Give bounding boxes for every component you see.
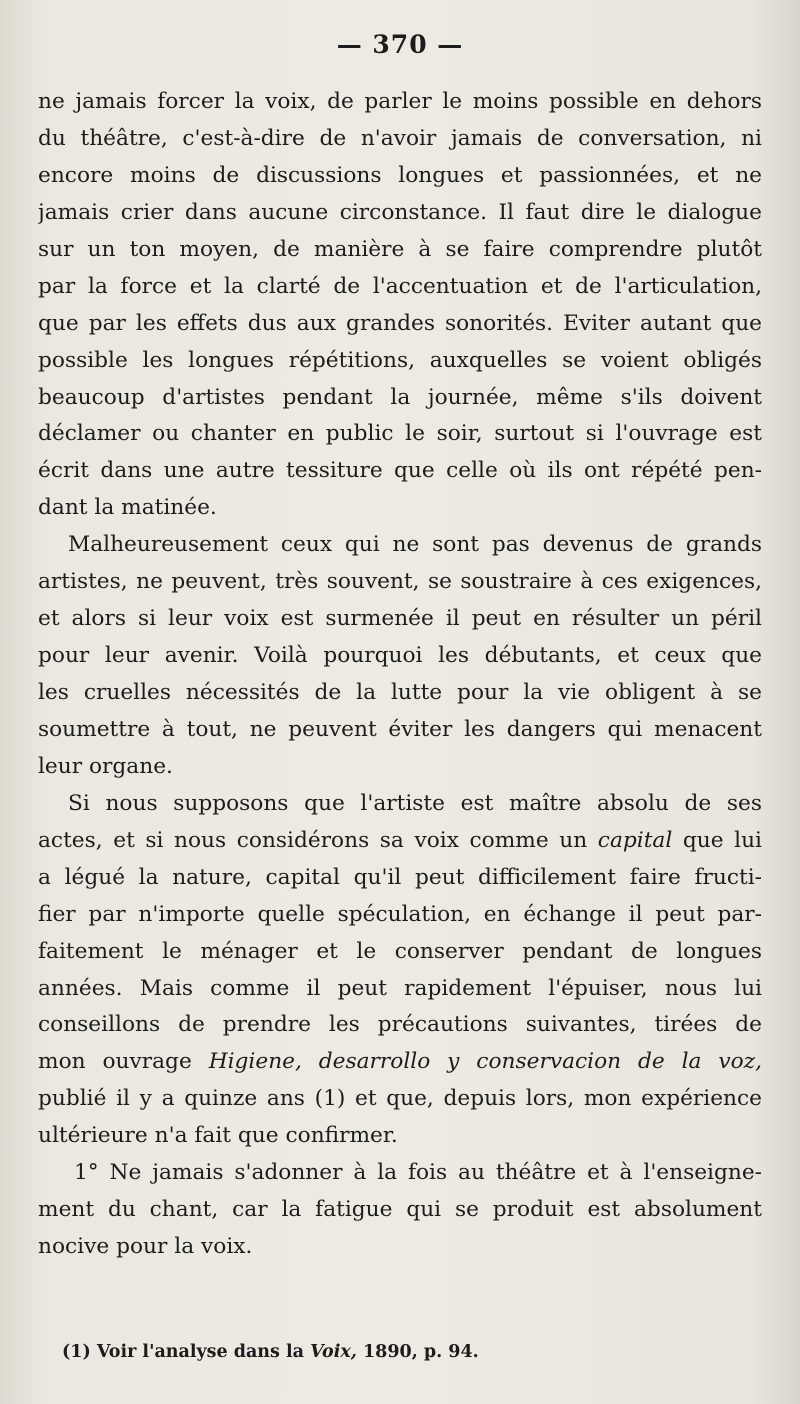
- text-line: publié il y a quinze ans (1) et que, depuis lors, mon expérience: [38, 1086, 762, 1112]
- text-line: les cruelles nécessités de la lutte pour la vie obligent à se: [38, 680, 762, 705]
- footnote-suffix: 1890, p. 94.: [362, 1342, 479, 1362]
- text-line: a légué la nature, capital qu'il peut difficilement faire fructi-: [38, 864, 762, 890]
- text-line: ne jamais forcer la voix, de parler le moins possible en dehors: [38, 89, 762, 114]
- text-line: du théâtre, c'est-à-dire de n'avoir jamais de conversation, ni: [38, 125, 762, 151]
- text-line: jamais crier dans aucune circonstance. Il faut dire le dialogue: [38, 199, 762, 225]
- text-line: artistes, ne peuvent, très souvent, se soustraire à ces exigences,: [38, 569, 762, 595]
- text-line: [38, 823, 762, 860]
- text-line: sur un ton moyen, de manière à se faire comprendre plutôt: [38, 236, 762, 262]
- text-line: [38, 1044, 762, 1081]
- footnote-title: Voix,: [310, 1342, 357, 1362]
- text-line: par la force et la clarté de l'accentuation et de l'articulation,: [38, 273, 762, 299]
- text-line: années. Mais comme il peut rapidement l'épuiser, nous lui: [38, 975, 762, 1001]
- text-line: fier par n'importe quelle spéculation, en échange il peut par-: [38, 901, 762, 927]
- text-line: encore moins de discussions longues et passionnées, et ne: [38, 162, 762, 188]
- text-line: soumettre à tout, ne peuvent éviter les dangers qui menacent: [38, 716, 762, 742]
- text-line: ment du chant, car la fatigue qui se produit est absolument: [38, 1197, 762, 1223]
- text-line: leur organe.: [38, 753, 173, 779]
- italic-word: capital: [597, 827, 673, 853]
- text-line: écrit dans une autre tessiture que celle où ils ont répété pen-: [38, 458, 762, 484]
- text-line: possible les longues répétitions, auxquelles se voient obligés: [38, 347, 762, 373]
- text-line: que par les effets dus aux grandes sonorités. Eviter autant que: [38, 310, 762, 336]
- text-line: 1° Ne jamais s'adonner à la fois au théâtre et à l'enseigne-: [74, 1160, 762, 1186]
- text-fragment: mon ouvrage: [38, 1049, 192, 1075]
- page-number: — 370 —: [336, 30, 464, 59]
- footnote: [62, 1342, 479, 1362]
- text-line: et alors si leur voix est surmenée il peut en résulter un péril: [38, 606, 762, 632]
- text-line: déclamer ou chanter en public le soir, surtout si l'ouvrage est: [38, 421, 762, 447]
- text-fragment: actes, et si nous considérons sa voix comme un: [38, 827, 588, 853]
- body-text: [38, 84, 762, 1266]
- italic-book-title: Higiene, desarrollo y conservacion de la voz,: [208, 1049, 762, 1075]
- text-line: Si nous supposons que l'artiste est maître absolu de ses: [68, 790, 762, 816]
- text-line: pour leur avenir. Voilà pourquoi les débutants, et ceux que: [38, 643, 762, 669]
- text-line: faitement le ménager et le conserver pendant de longues: [38, 938, 762, 964]
- text-line: Malheureusement ceux qui ne sont pas devenus de grands: [68, 532, 762, 558]
- footnote-prefix: (1) Voir l'analyse dans la: [62, 1342, 304, 1362]
- text-line: ultérieure n'a fait que confirmer.: [38, 1123, 398, 1149]
- text-line: dant la matinée.: [38, 495, 217, 521]
- text-fragment: que lui: [682, 827, 762, 853]
- text-line: nocive pour la voix.: [38, 1234, 253, 1260]
- text-line: conseillons de prendre les précautions suivantes, tirées de: [38, 1012, 762, 1038]
- text-line: beaucoup d'artistes pendant la journée, même s'ils doivent: [38, 384, 762, 410]
